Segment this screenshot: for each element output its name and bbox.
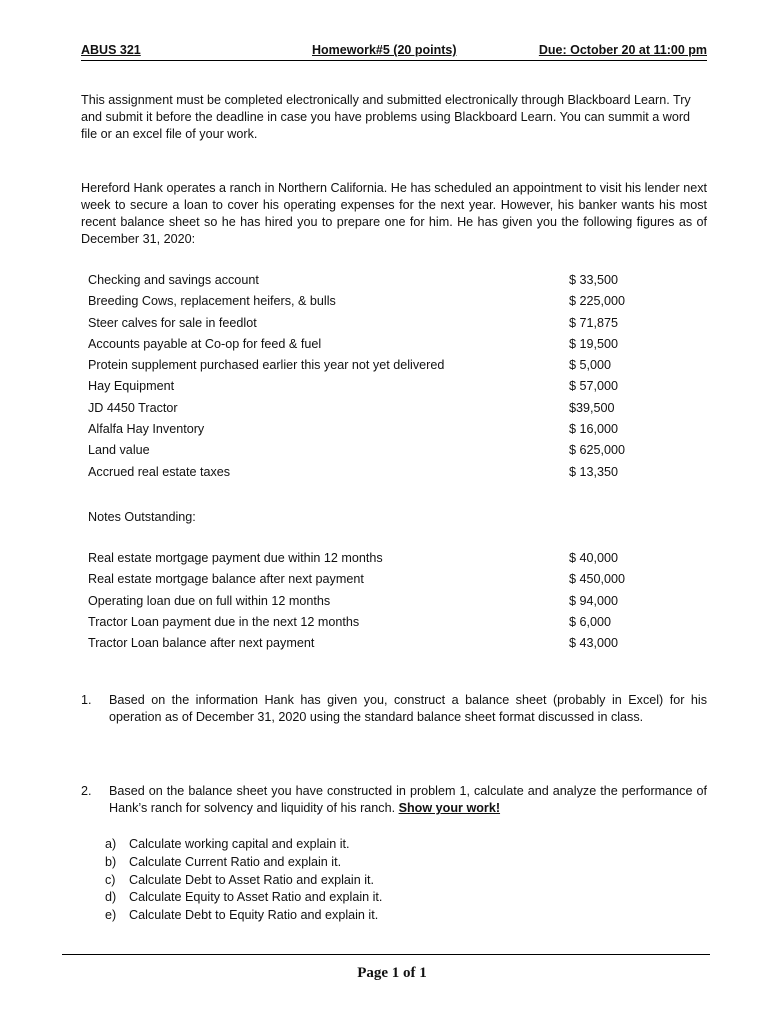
question-number: 1. bbox=[81, 693, 92, 707]
note-row bbox=[88, 636, 648, 657]
subquestion-text: Calculate Current Ratio and explain it. bbox=[129, 854, 342, 869]
figure-value: $ 71,875 bbox=[569, 315, 619, 330]
note-label: Tractor Loan balance after next payment bbox=[88, 636, 315, 651]
figure-label: Accounts payable at Co-op for feed & fuel bbox=[88, 336, 322, 351]
assignment-title: Homework#5 (20 points) bbox=[312, 43, 457, 57]
figure-label: Hay Equipment bbox=[88, 379, 175, 394]
note-value: $ 94,000 bbox=[569, 593, 619, 608]
figure-value: $ 13,350 bbox=[569, 464, 619, 479]
figure-value: $ 19,500 bbox=[569, 336, 619, 351]
figure-row bbox=[88, 316, 648, 337]
note-label: Real estate mortgage payment due within 12 months bbox=[88, 551, 383, 565]
notes-heading: Notes Outstanding: bbox=[88, 510, 196, 524]
page-header bbox=[81, 43, 707, 61]
subquestion-letter: d) bbox=[105, 890, 117, 905]
figure-label: Steer calves for sale in feedlot bbox=[88, 315, 257, 330]
figure-row bbox=[88, 379, 648, 400]
footer-divider bbox=[62, 954, 710, 955]
figure-label: Checking and savings account bbox=[88, 273, 259, 287]
note-value: $ 6,000 bbox=[569, 614, 612, 629]
figure-value: $ 225,000 bbox=[569, 294, 626, 309]
figure-label: JD 4450 Tractor bbox=[88, 400, 178, 415]
figure-value: $ 57,000 bbox=[569, 379, 619, 394]
question-text: Based on the information Hank has given you, construct a balance sheet (probably in Excel) for his operation as of December 31, 2020 using the standard balance sheet format discussed in class. bbox=[109, 693, 707, 724]
question-1 bbox=[81, 692, 707, 726]
subquestion-letter: a) bbox=[105, 837, 117, 851]
course-code: ABUS 321 bbox=[81, 43, 141, 57]
subquestion-text: Calculate Equity to Asset Ratio and explain it. bbox=[129, 890, 383, 905]
figure-label: Alfalfa Hay Inventory bbox=[88, 422, 205, 437]
figure-row bbox=[88, 337, 648, 358]
show-work-emphasis: Show your work! bbox=[398, 801, 501, 815]
note-label: Operating loan due on full within 12 months bbox=[88, 593, 331, 608]
figure-value: $ 33,500 bbox=[569, 273, 619, 287]
figure-row bbox=[88, 401, 648, 422]
figure-value: $ 5,000 bbox=[569, 358, 612, 373]
figure-label: Protein supplement purchased earlier this year not yet delivered bbox=[88, 358, 445, 373]
notes-list bbox=[88, 551, 648, 657]
note-row bbox=[88, 615, 648, 636]
question-text: Based on the balance sheet you have constructed in problem 1, calculate and analyze the performance of Hank’s ranch for solvency and liquidity of his ranch. bbox=[109, 784, 707, 815]
subquestion-text: Calculate Debt to Equity Ratio and explain it. bbox=[129, 908, 379, 923]
figure-value: $ 16,000 bbox=[569, 422, 619, 437]
note-value: $ 43,000 bbox=[569, 636, 619, 651]
subquestion-letter: b) bbox=[105, 854, 117, 869]
header-divider bbox=[81, 60, 707, 61]
note-value: $ 450,000 bbox=[569, 572, 626, 587]
figure-value: $ 625,000 bbox=[569, 443, 626, 458]
note-label: Tractor Loan payment due in the next 12 months bbox=[88, 614, 360, 629]
page-number: Page 1 of 1 bbox=[357, 965, 427, 981]
due-date: Due: October 20 at 11:00 pm bbox=[538, 43, 707, 57]
figure-row bbox=[88, 422, 648, 443]
figure-row bbox=[88, 358, 648, 379]
subquestion-letter: c) bbox=[105, 872, 116, 887]
note-row bbox=[88, 572, 648, 593]
note-row bbox=[88, 551, 648, 572]
question-2 bbox=[81, 783, 707, 817]
figure-row bbox=[88, 273, 648, 294]
intro-paragraph: This assignment must be completed electronically and submitted electronically through Blackboard Learn. Try and submit it before the deadline in case you have problems using Blackboard Learn. You can summit a word file or an excel file of your work. bbox=[81, 93, 691, 141]
figure-label: Land value bbox=[88, 443, 150, 458]
figure-row bbox=[88, 465, 648, 486]
note-row bbox=[88, 594, 648, 615]
question-number: 2. bbox=[81, 784, 92, 798]
subquestion-letter: e) bbox=[105, 908, 117, 923]
question-body bbox=[109, 783, 707, 817]
subquestion-text: Calculate working capital and explain it. bbox=[129, 837, 350, 851]
figure-row bbox=[88, 443, 648, 464]
figure-value: $39,500 bbox=[569, 400, 615, 415]
note-label: Real estate mortgage balance after next payment bbox=[88, 572, 364, 587]
figures-list bbox=[88, 273, 648, 486]
scenario-paragraph: Hereford Hank operates a ranch in Northern California. He has scheduled an appointment to visit his lender next week to secure a loan to cover his operating expenses for the next year. However, his banker wants his most recent balance sheet so he has hired you to prepare one for him. He has given you the following figures as of December 31, 2020: bbox=[81, 181, 707, 246]
figure-label: Breeding Cows, replacement heifers, & bulls bbox=[88, 294, 336, 309]
note-value: $ 40,000 bbox=[569, 551, 619, 565]
figure-row bbox=[88, 294, 648, 315]
figure-label: Accrued real estate taxes bbox=[88, 464, 231, 479]
subquestion-text: Calculate Debt to Asset Ratio and explain it. bbox=[129, 872, 375, 887]
